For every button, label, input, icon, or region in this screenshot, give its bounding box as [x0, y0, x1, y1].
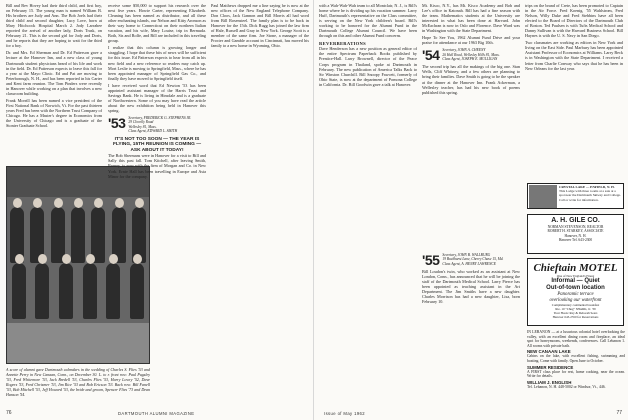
- chieftain-route: Rte. 10 "Chug" SHARK, Jr. '39: [555, 307, 596, 312]
- class-55-agent: Class Agent, A. HENRY LAWRENCE: [442, 261, 496, 266]
- left-col2-bot-text: I have received word that Ed Newton '53 has been appointed assistant manager of the Harris Trust and Savings Bank. He is living in Hinsdale and is a graduate of Northwestern. Some of you may have read the article about the new exhibition being held in Hanover this spring.: [108, 82, 206, 113]
- wedding-photo: [6, 166, 150, 364]
- right-col3-c-text: Bill Loudon's twin, who worked as an assistant at New London, Conn., has announced that he will be joining the staff of the Dartmouth Medical School. Larry Pierce has been appointed as teaching assistant in the Art Department. The Jim Smiths have a new daughter. Charles Morrison has had a new daughter, Lisa, born February 10.: [422, 269, 520, 305]
- chieftain-line3: Panoramic terrace: [557, 292, 594, 297]
- lodging-listings: [527, 330, 625, 389]
- crystal-lake-text: This Lodge with three rooms at a sale at a spot near the Dartmouth Skiway and College. Call or write for information.: [559, 189, 621, 202]
- gile-co-name: A. H. GILE CO.: [551, 217, 600, 224]
- chieftain-line5: Complimentary continental breakfast: [551, 303, 600, 308]
- left-col1-bot-text: Frank Morrill has been named a vice president of the First National Bank of Norwich, Vt. For the past thirteen years Fred has been with the Northern Trust Company of Chicago. He has a Master's degree in Economics from the University of Chicago and is a graduate of the Stonier Graduate School.: [6, 97, 102, 129]
- listing-intro: IN LEBANON — at a luxurious colonial hotel overlooking the valley, with an excellent dining room and fireplace, an ideal spot for honeymoons, weekends, conferences. Call Lebanon 1. All rooms with private bath.: [527, 330, 625, 348]
- crystal-lake-title: CRYSTAL LAKE — ENFIELD, N. H.: [559, 185, 615, 189]
- listing-1-text: Cabins on the lake, with excellent fishing, swimming and boating. Come with family. Open June to October.: [527, 354, 625, 363]
- left-col2-after-text: The Bob Shermans were in Hanover for a visit to Bill and Sally this past fall. Tom Kitchell, after leaving Smith, Barney, is now with the firm of Morgan and Co. in New York. Ernie Hall has been travelling in Europe and Asia Minor for the company.: [108, 153, 206, 179]
- left-col1-mid-text: Dr. and Mrs. Ed Sherman and Dr. Ed Patterson gave a lecture at the Hanover Inn, and a new class of young Dartmouth student physicians heard of his life and work in the field. Dr. Ed Patterson expects to leave this fall for a year at the Mayo Clinic. Ed and Pat are moving to Peterborough, N. H., and has been reported in his Carter and Kent farm reunion. The Tom Pinders were recently in Hanover while working on a plan that involves a new classroom building.: [6, 50, 102, 96]
- class-54-agent: Class Agent, JOSEPH E. MULLIGAN: [442, 57, 498, 62]
- left-column-2: [108, 3, 206, 179]
- class-53-number: '53: [108, 114, 126, 131]
- right-page-number: 77: [616, 410, 622, 416]
- listing-2-name: SUMMER RESIDENCE: [527, 364, 574, 370]
- chieftain-line1: Informal — Quiet: [551, 278, 600, 284]
- class-53-secretary: Secretary, FREDERICK G. STEPHENS JR.: [128, 115, 192, 120]
- listing-1-name: NEW CANAAN LAKE: [527, 349, 571, 355]
- class-54-secretary: Secretary, JOHN A. CHEENY: [442, 48, 486, 53]
- crystal-lake-ad[interactable]: [527, 183, 624, 209]
- gile-co-line2: ROBERT H. STARKEY, ASSOCIATE: [547, 229, 604, 234]
- right-col1-text: with a Wah-Wah-Wah team to all Montclair, N. J., is Bill's home where he is dividing up his vacation summer. Larry Huff, Dartmouth's representative on the Class committee, is serving on the New York children's board. Bill's working to be honored for the Alumni Fund in the Dartmouth College Alumni Council. We have been through on this and other Alumni Fund concerns.: [319, 3, 417, 39]
- photo-caption: A score of alumni gave Dartmouth calendars in the wedding of Charles S. Flies '53 and Annette Perry in New Canaan, Conn., on December 30. L. to r. front row: Paul Pugsley '53, Fred Whitemore '53, Jack Bredell '53, Charles Flies '53, Harry Lowry '52, Dave Rogers '53, Fred Chrismer '53, Jim Rice '53 and Bob Ericson '53. Back row: Bill Fanell '53, Bob Mitchell '53, Jeff Howard '53, the bride and groom, Spencer Flies '73 and Dean Hanson '54.: [6, 367, 150, 397]
- gile-co-ad[interactable]: [527, 214, 624, 254]
- issue-date-footer: Issue of May 1962: [324, 411, 366, 416]
- left-col3-text: Paul Matthews dropped me a line saying he is now at the new offices of the New England Telephone Company. Don Cloos, Jack Gannon and Bill Morris all had word from Bill Rosensteel. The family plan is to be back in Hanover for the 15th. Dick Rugg has joined the law firm of Hale, Russell and Gray in New York. George Scott is a member of the same firm. Joe Stone, a manager of the Procter and Gamble account in Cincinnati, has moved his family to a new home in Wyoming, Ohio.: [211, 3, 309, 49]
- right-col2-b-text: Hope To See You, 1962 Alumni Fund Drive and your praise for attendance at our 1963 Big 10th.: [422, 35, 520, 46]
- class-54-address: 26 Hull Road, Wellesley Hills 81, Mass.: [442, 52, 500, 57]
- left-col2-mid-text: I realize that this column is growing longer and straggling. I hope that these bits of news will be sufficient for this issue. Ed Patterson expects to hear from all in his new field and a new reference so readers may catch up. Mort Leslie is moving to Springfield, Mass., where he has been appointed manager of Springfield Gas Co., and finally they have moved to Springfield itself.: [108, 45, 206, 81]
- listing-2-text: A FIRST class place for rest, home cooking, near the ocean. Write for details.: [527, 369, 625, 379]
- right-col3-b-text: Two classmates are working as editors in New York and living on the East Side. Paul Marbury has been appointed Assistant Professor of Economics at Williams. Larry Beck is in Washington with the State Department. I received a letter from Charlie Conway who says that he has been in New Orleans for the last year.: [525, 40, 623, 71]
- class-53-heading: [108, 116, 206, 134]
- left-column-3: [211, 3, 309, 48]
- listing-3-name: WILLIAM J. ENGLISH: [527, 379, 572, 385]
- gile-co-line3: Hanover, N. H.: [564, 233, 587, 238]
- reverberations-title: REVERBERATIONS: [319, 41, 366, 47]
- right-column-2-lower: [422, 250, 520, 304]
- right-col2-text: Mt. Kisco, N.Y., has Mt. Kisco Academy and Bob and Lee's office in Katonah. Bill has had a fine season with the team. Mathematics students at the University are interested in what has been done at Harvard. John McEachran is now in Oslo and Florence. Dave Ward was in Washington with the State Department.: [422, 3, 520, 34]
- left-column-1: [6, 3, 102, 128]
- magazine-name-footer: DARTMOUTH ALUMNI MAGAZINE: [118, 411, 195, 416]
- class-54-heading: [422, 48, 520, 62]
- chieftain-motel-sub: One of New England's Finest: [556, 274, 595, 278]
- class-55-number: '55: [422, 252, 440, 268]
- lodge-photo: [529, 185, 557, 209]
- right-col2-c-text: The second trip has all the makings of the big one. Stan Wells, Cliff Whitney, and a few others are planning to bring their families. Dave Smith is going to be the speaker at the dinner at the Hanover Inn. Frank Ackerman, a Wellesley teacher, has had his new book of poems published this spring.: [422, 64, 520, 95]
- reunion-announcement: IT'S NOT TOO SOON — THE YEAR IS FLYING, 15TH REUNION IS COMING — ASK ABOUT IT TODAY!: [112, 136, 202, 153]
- class-53-address2: Wellesley 81, Mass.: [128, 124, 157, 129]
- chieftain-motel-name: Chieftain MOTEL: [533, 262, 618, 274]
- class-55-address: 19 Buckhurst Lane, Cherry Chase 15, Md.: [442, 257, 504, 262]
- right-column-1: [319, 3, 417, 87]
- right-col1-b-text: Dave Henderson has a new position as general editor of the entire Spectrum Paperback Books published by Prentice-Hall. Larry Brownell, director of the Peace Corps program in Thailand, spoke at Dartmouth in February. The new publication of America Talks Back to Sir Winston Churchill. Bill Snoopy Fawcett, formerly of Ohio State, is now at the department of Pomona College in California. Dr. Bill Goodwin gave a talk at Hanover.: [319, 46, 417, 87]
- class-55-secretary: Secretary, JOHN B. WALLBURG: [442, 253, 491, 257]
- left-col2-top-text: receive some $50,000 to support his research over the next five years. Howie Carter, representing Elizabeth. Cleaning has been named as distributor, and all these other enchanting islands, our Nelson and Kitty Aronson as their way home to Connecticut on their northern Italian vacation, and his wife, Mary Louise, trip in Bermuda. Both, Sis and Rolfe, and Bill are included in this traveling group.: [108, 3, 206, 44]
- gile-co-phone: Hanover Tel. 643-2300: [558, 238, 593, 243]
- chieftain-phone: Hanover 643-2550 for Reservations: [552, 315, 599, 320]
- chieftain-line4: overlooking our waterfront: [549, 297, 602, 303]
- listing-3-text: Tel. Lebanon, N. H. 448-5002 or Windsor, Vt., 446.: [527, 384, 606, 389]
- class-55-heading: [422, 253, 520, 267]
- right-page: [314, 0, 628, 420]
- right-column-2: [422, 3, 520, 95]
- class-53-agent: Class Agent, EDWARD L. SMITH: [128, 129, 178, 134]
- left-page-number: 76: [6, 410, 12, 416]
- class-53-address1: 29 Clovelly Road: [128, 120, 154, 125]
- right-col3-text: trips on the brand of Crete, has been promoted to Captain in the Air Force. Fred Koenig, '55 Wahlstrom, Fred Nelson, Willy Duke and Fred Stebbins have all been elected to the Board of Directors of the Dartmouth Club of Boston. Ted Paulsen is with Tufts Medical School and Danny Sullivan is with the Harvard Business School. Bill Haynes is with the U. S. Navy in San Diego.: [525, 3, 623, 39]
- left-col1-top-text: Bill and Bev Hovey had their third child, and first boy, on February 15. The young man is named William B. His brothers are Judy and Ann. The Bob Joels had their third child and second daughter, Lucy Love, born at Mary Hitchcock Hospital March 2. Jody Larrabee reported the arrival of another lady, Doris Trask, on February 21. This is the second girl for Jody and Doris, and he reports that they are hoping to wait for the third for a boy.: [6, 3, 102, 49]
- class-54-number: '54: [422, 47, 440, 64]
- chieftain-line2: Out-of-town location: [546, 285, 605, 291]
- gile-co-line1: NORMAN STEVENSON, REALTOR: [547, 225, 604, 229]
- chieftain-motel-ad[interactable]: [527, 258, 624, 326]
- chieftain-hosts: Your Hosts: Ray & Deborah Sears: [553, 311, 598, 316]
